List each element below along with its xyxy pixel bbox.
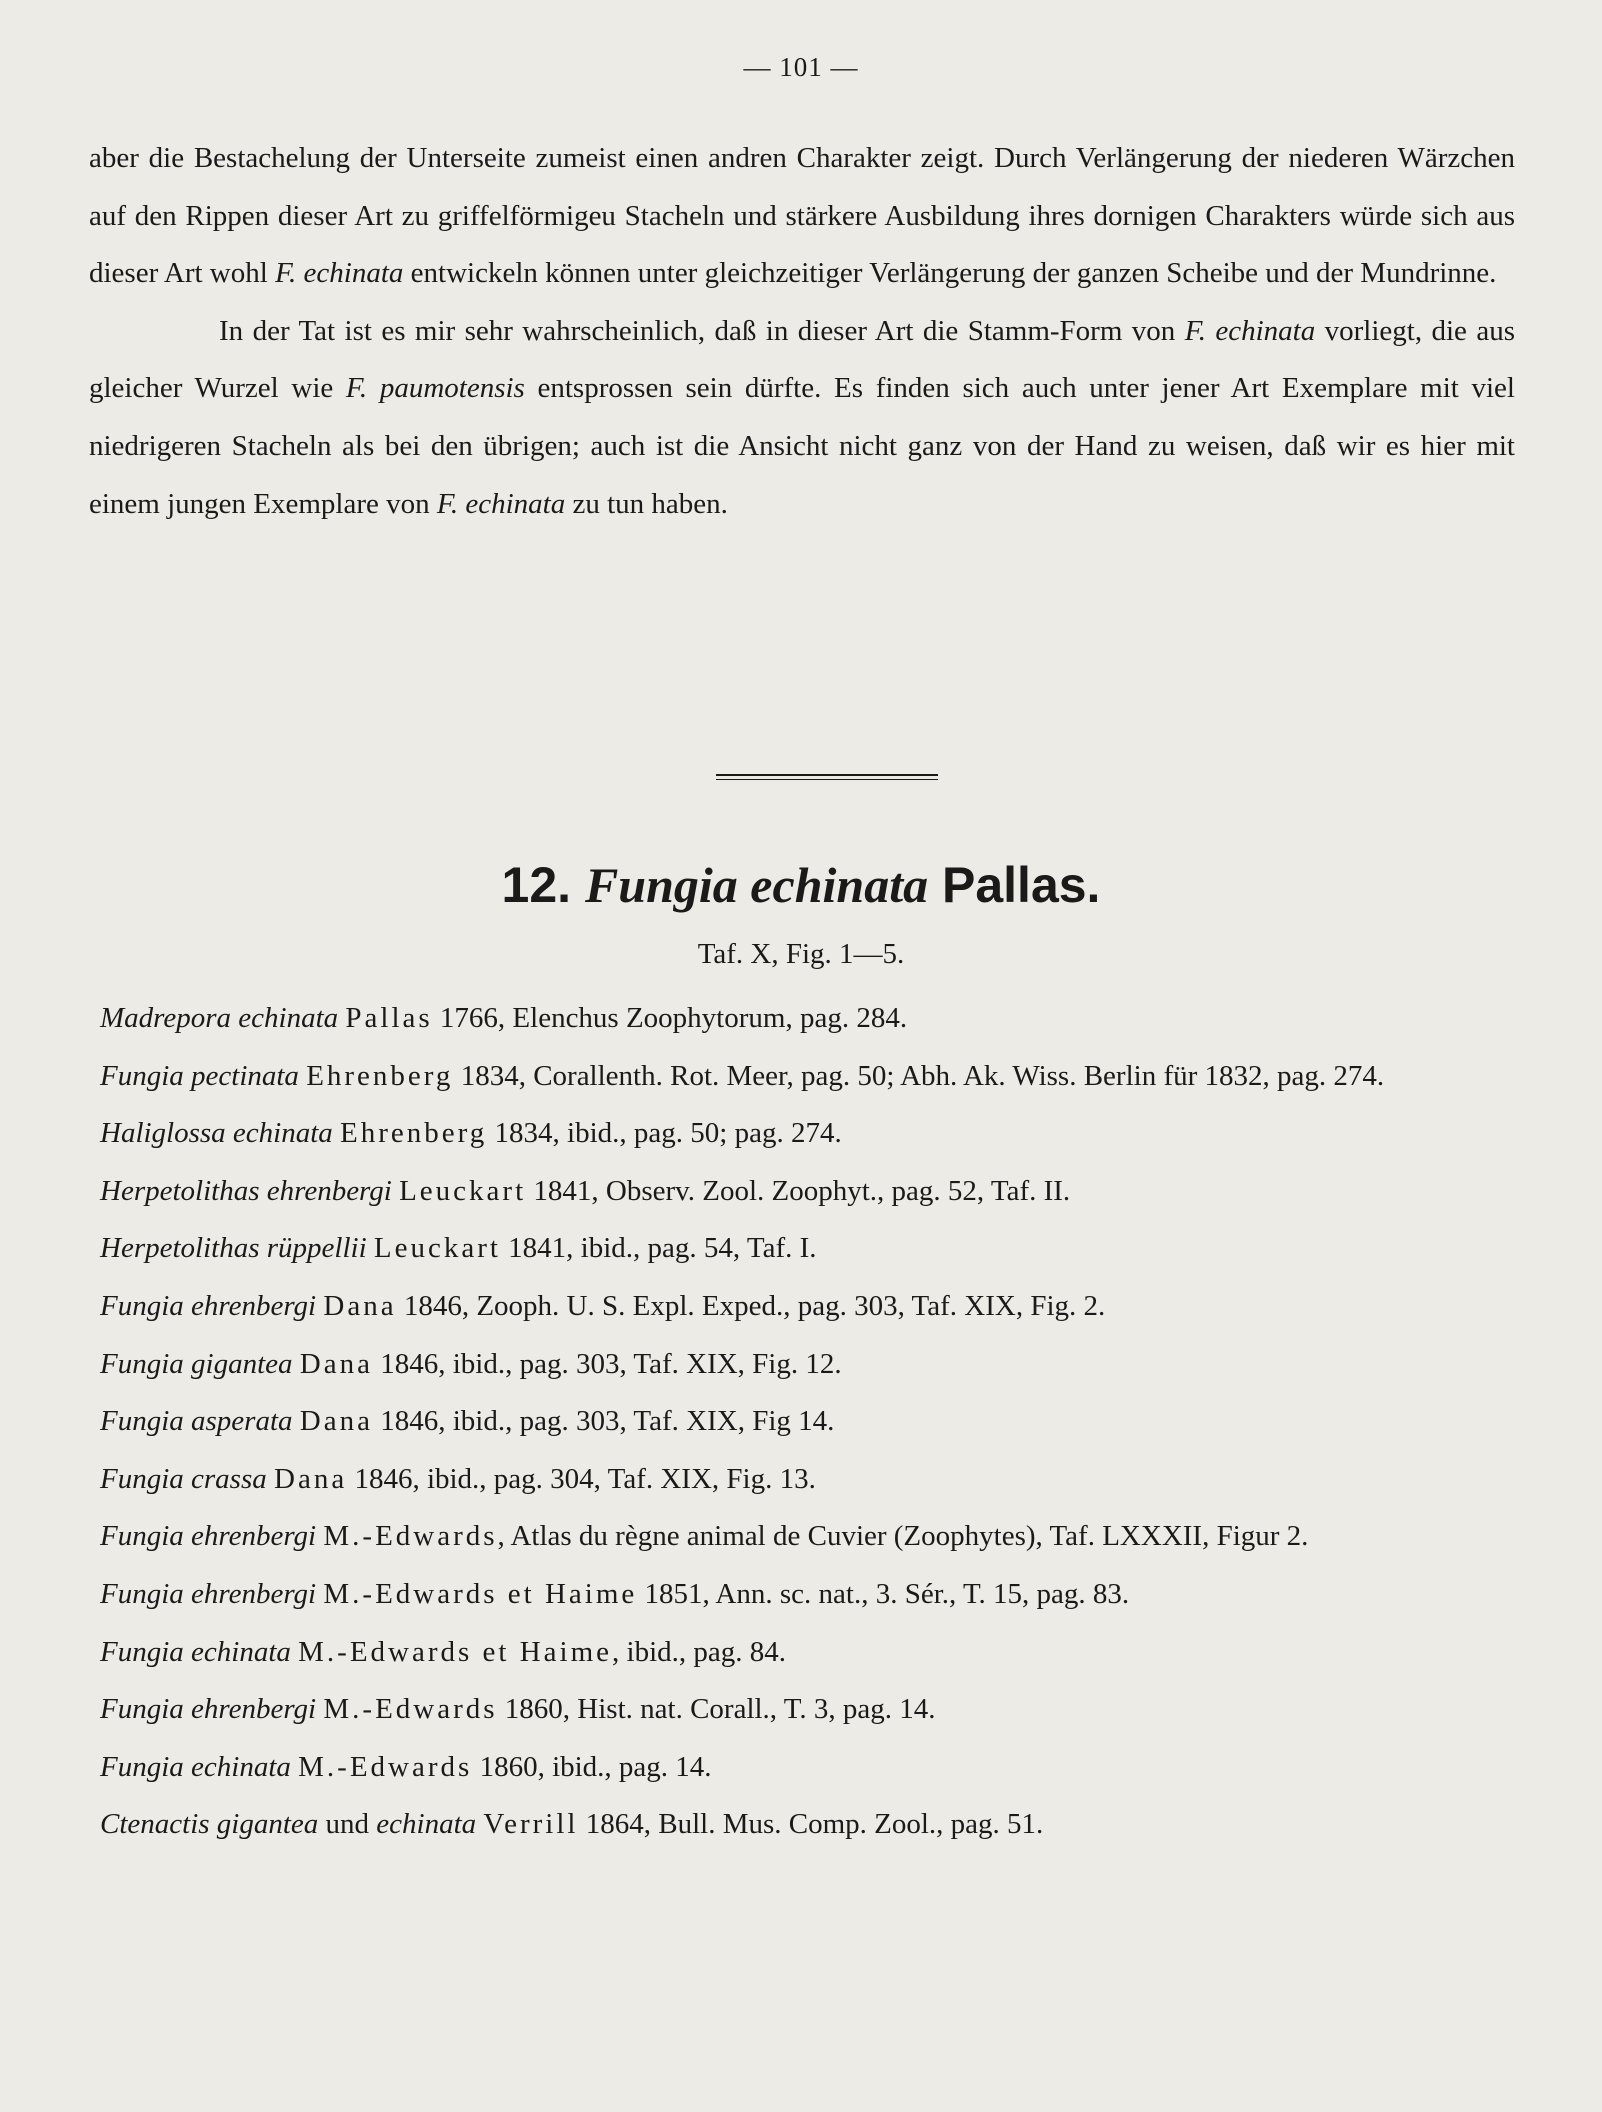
italic-name: Madrepora echinata bbox=[100, 1002, 339, 1034]
author-name: Ehrenberg bbox=[340, 1117, 488, 1150]
synonym-entry bbox=[100, 1796, 1524, 1854]
text-run: entwickeln können unter gleichzeitiger Verlängerung der ganzen Scheibe und der Mundrinne. bbox=[403, 257, 1497, 290]
text-run: zu tun haben. bbox=[565, 487, 728, 520]
italic-name: Fungia asperata bbox=[100, 1405, 293, 1438]
synonym-entry bbox=[100, 1624, 1524, 1682]
text-run: 1846, Zooph. U. S. Expl. Exped., pag. 303, Taf. XIX, Fig. 2. bbox=[396, 1289, 1106, 1322]
text-run bbox=[267, 1463, 274, 1495]
author-name: M.-Edwards et Haime bbox=[323, 1577, 638, 1610]
text-run: 1766, Elenchus Zoophytorum, pag. 284. bbox=[432, 1002, 908, 1034]
text-run bbox=[367, 1232, 374, 1264]
author-name: Dana bbox=[323, 1289, 397, 1322]
page-number: — 101 — bbox=[743, 52, 859, 82]
text-run: und bbox=[318, 1808, 377, 1841]
author-name: Dana bbox=[299, 1347, 373, 1380]
italic-name: Fungia echinata bbox=[100, 1750, 291, 1783]
synonym-entry bbox=[100, 1105, 1524, 1163]
synonym-entry bbox=[100, 1393, 1524, 1451]
section-heading bbox=[0, 856, 1602, 914]
text-run: 1846, ibid., pag. 303, Taf. XIX, Fig 14. bbox=[372, 1405, 835, 1438]
italic-name: Fungia ehrenbergi bbox=[100, 1693, 317, 1726]
synonym-entry bbox=[100, 1451, 1524, 1509]
italic-name: echinata bbox=[376, 1808, 477, 1841]
section-divider bbox=[716, 774, 938, 780]
author-name: Leuckart bbox=[399, 1174, 527, 1207]
synonym-entry bbox=[100, 1220, 1524, 1278]
italic-name: Fungia pectinata bbox=[100, 1059, 299, 1092]
synonym-entry bbox=[100, 1336, 1524, 1394]
text-run: vorliegt, die aus gleicher Wurzel wie bbox=[89, 314, 1515, 405]
author-name: M.-Edwards et Haime bbox=[298, 1635, 613, 1668]
paragraph bbox=[89, 303, 1515, 533]
synonym-entry bbox=[100, 1048, 1524, 1106]
text-run: 1864, Bull. Mus. Comp. Zool., pag. 51. bbox=[578, 1808, 1044, 1841]
synonymy-list bbox=[100, 990, 1524, 1854]
text-run: 1860, ibid., pag. 14. bbox=[472, 1750, 712, 1783]
text-run bbox=[333, 1117, 340, 1149]
italic-name: Fungia ehrenbergi bbox=[100, 1520, 317, 1553]
text-run: 1851, Ann. sc. nat., 3. Sér., T. 15, pag. 83. bbox=[637, 1577, 1130, 1610]
text-run: 1841, ibid., pag. 54, Taf. I. bbox=[500, 1232, 817, 1265]
italic-name: Fungia echinata bbox=[100, 1635, 291, 1668]
synonym-entry bbox=[100, 1163, 1524, 1221]
text-run: 1841, Observ. Zool. Zoophyt., pag. 52, Taf. II. bbox=[526, 1174, 1071, 1207]
species-author: Pallas. bbox=[942, 857, 1101, 913]
synonym-entry bbox=[100, 1739, 1524, 1797]
author-name: Pallas bbox=[345, 1002, 433, 1034]
italic-name: Fungia ehrenbergi bbox=[100, 1577, 317, 1610]
text-run: 1846, ibid., pag. 303, Taf. XIX, Fig. 12. bbox=[372, 1347, 842, 1380]
text-run: , ibid., pag. 84. bbox=[612, 1635, 787, 1668]
italic-name: F. paumotensis bbox=[345, 372, 525, 405]
synonym-entry bbox=[100, 1508, 1524, 1566]
body-text bbox=[89, 130, 1515, 533]
text-run: , Atlas du règne animal de Cuvier (Zoophytes), Taf. LXXXII, Figur 2. bbox=[497, 1520, 1309, 1553]
species-name: Fungia echinata bbox=[584, 857, 929, 913]
author-name: M.-Edwards bbox=[323, 1520, 498, 1553]
text-run bbox=[293, 1348, 300, 1380]
author-name: Dana bbox=[299, 1405, 373, 1438]
italic-name: Fungia ehrenbergi bbox=[100, 1289, 317, 1322]
text-run: entsprossen sein dürfte. Es finden sich auch unter jener Art Exemplare mit viel niedrigeren Stacheln als bei den übrigen; auch ist die Ansicht nicht ganz von der Hand zu weisen, daß wir es hier mit einem jungen Exemplare von bbox=[89, 372, 1515, 520]
italic-name: Fungia gigantea bbox=[100, 1347, 293, 1380]
paragraph bbox=[89, 130, 1515, 303]
section-number: 12. bbox=[501, 857, 572, 913]
text-run: In der Tat ist es mir sehr wahrscheinlich, daß in dieser Art die Stamm-Form von bbox=[219, 314, 1185, 347]
text-run: 1846, ibid., pag. 304, Taf. XIX, Fig. 13. bbox=[347, 1462, 816, 1495]
italic-name: Fungia crassa bbox=[100, 1462, 267, 1495]
italic-name: F. echinata bbox=[275, 257, 404, 290]
italic-name: Haliglossa echinata bbox=[100, 1117, 333, 1150]
author-name: Leuckart bbox=[373, 1232, 501, 1265]
author-name: Dana bbox=[274, 1462, 348, 1495]
italic-name: F. echinata bbox=[1184, 314, 1316, 347]
synonym-entry bbox=[100, 1278, 1524, 1336]
text-run: 1860, Hist. nat. Corall., T. 3, pag. 14. bbox=[497, 1693, 936, 1726]
text-run: aber die Bestachelung der Unterseite zumeist einen andren Charakter zeigt. Durch Verlängerung der niederen Wärzchen auf den Rippen dieser Art zu griffelförmigeu Stacheln und stärkere Ausbildung ihres dornigen Charakters würde sich aus dieser Art wohl bbox=[89, 142, 1515, 290]
italic-name: F. echinata bbox=[436, 487, 566, 520]
synonym-entry bbox=[100, 990, 1524, 1048]
author-name: Verrill bbox=[483, 1808, 579, 1841]
text-run: 1834, ibid., pag. 50; pag. 274. bbox=[487, 1117, 842, 1150]
italic-name: Ctenactis gigantea bbox=[100, 1808, 319, 1841]
author-name: M.-Edwards bbox=[298, 1750, 473, 1783]
synonym-entry bbox=[100, 1566, 1524, 1624]
italic-name: Herpetolithas rüppellii bbox=[100, 1232, 367, 1265]
text-run bbox=[293, 1405, 300, 1437]
author-name: Ehrenberg bbox=[306, 1059, 454, 1092]
synonym-entry bbox=[100, 1681, 1524, 1739]
text-run bbox=[392, 1175, 399, 1207]
italic-name: Herpetolithas ehrenbergi bbox=[100, 1174, 392, 1207]
plate-reference: Taf. X, Fig. 1—5. bbox=[697, 938, 905, 970]
text-run: 1834, Corallenth. Rot. Meer, pag. 50; Abh. Ak. Wiss. Berlin für 1832, pag. 274. bbox=[453, 1059, 1385, 1092]
author-name: M.-Edwards bbox=[323, 1693, 498, 1726]
